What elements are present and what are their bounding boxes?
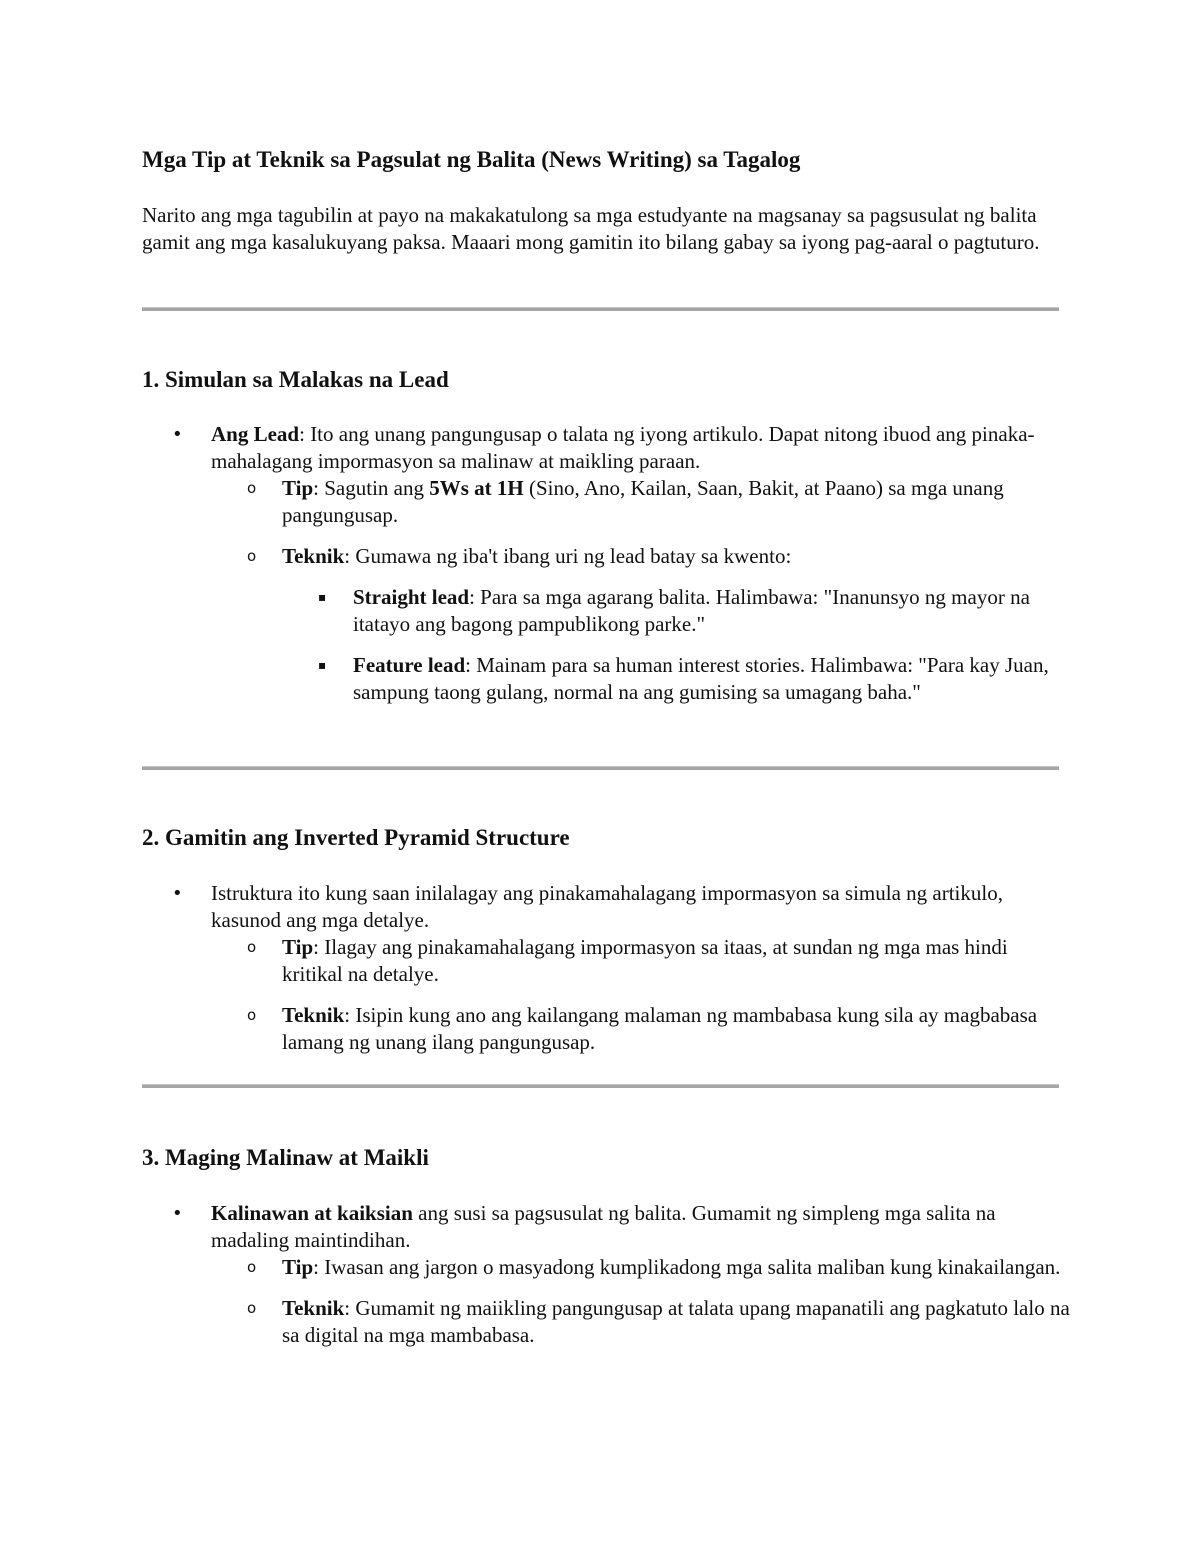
- section-1-body: [0, 421, 1200, 706]
- horizontal-rule: [142, 766, 1059, 770]
- list-item: • Kalinawan at kaiksian ang susi sa pagsusulat ng balita. Gumamit ng simpleng mga salita na madaling maintindihan.: [172, 1201, 996, 1252]
- bullet-icon: •: [172, 1203, 183, 1224]
- section-heading-2: 2. Gamitin ang Inverted Pyramid Structure: [142, 825, 570, 850]
- circle-bullet-icon: o: [247, 547, 257, 565]
- list-item: o Tip: Iwasan ang jargon o masyadong kumplikadong mga salita maliban kung kinakailangan.: [247, 1255, 1061, 1279]
- list-item: • Istruktura ito kung saan inilalagay ang pinakamahalagang impormasyon sa simula ng artikulo, kasunod ang mga detalye.: [172, 881, 1003, 932]
- intro-paragraph: Narito ang mga tagubilin at payo na makakatulong sa mga estudyante na magsanay sa pagsusulat ng balita gamit ang mga kasalukuyang paksa. Maaari mong gamitin ito bilang gabay sa iyong pag-aaral o pagtuturo.: [142, 203, 1040, 254]
- document-title: Mga Tip at Teknik sa Pagsulat ng Balita (News Writing) sa Tagalog: [142, 147, 801, 172]
- list-item: o Tip: Ilagay ang pinakamahalagang impormasyon sa itaas, at sundan ng mga mas hindi kritikal na detalye.: [247, 935, 1008, 986]
- horizontal-rule: [142, 1084, 1059, 1088]
- list-item: • Ang Lead: Ito ang unang pangungusap o talata ng iyong artikulo. Dapat nitong ibuod ang pinaka-mahalagang impormasyon sa malinaw at maikling paraan.: [172, 422, 1035, 473]
- list-item: o Teknik: Isipin kung ano ang kailangang malaman ng mambabasa kung sila ay magbabasa lamang ng unang ilang pangungusap.: [247, 1003, 1038, 1054]
- section-2-body: [0, 880, 1200, 1056]
- circle-bullet-icon: o: [247, 1299, 257, 1317]
- bullet-icon: •: [172, 424, 183, 445]
- circle-bullet-icon: o: [247, 479, 257, 497]
- bullet-icon: •: [172, 883, 183, 904]
- term-ang-lead: Ang Lead: [211, 422, 300, 446]
- section-heading-1: 1. Simulan sa Malakas na Lead: [142, 367, 449, 392]
- list-item: o Tip: Sagutin ang 5Ws at 1H (Sino, Ano, Kailan, Saan, Bakit, at Paano) sa mga unang pangungusap.: [247, 476, 1004, 527]
- circle-bullet-icon: o: [247, 1006, 257, 1024]
- list-item: o Teknik: Gumamit ng maiikling pangungusap at talata upang mapanatili ang pagkatuto lalo na sa digital na mga mambabasa.: [247, 1296, 1070, 1347]
- section-3-body: [0, 1200, 1200, 1349]
- list-item: o Teknik: Gumawa ng iba't ibang uri ng lead batay sa kwento:: [247, 544, 792, 568]
- list-item: ▪ Straight lead: Para sa mga agarang balita. Halimbawa: "Inanunsyo ng mayor na itatayo ang bagong pampublikong parke.": [318, 585, 1030, 636]
- square-bullet-icon: ▪: [318, 590, 327, 604]
- horizontal-rule: [142, 307, 1059, 311]
- circle-bullet-icon: o: [247, 1258, 257, 1276]
- list-item: ▪ Feature lead: Mainam para sa human interest stories. Halimbawa: "Para kay Juan, sampung taong gulang, normal na ang gumising sa umagang baha.": [318, 653, 1049, 704]
- square-bullet-icon: ▪: [318, 658, 327, 672]
- circle-bullet-icon: o: [247, 938, 257, 956]
- section-heading-3: 3. Maging Malinaw at Maikli: [142, 1145, 429, 1170]
